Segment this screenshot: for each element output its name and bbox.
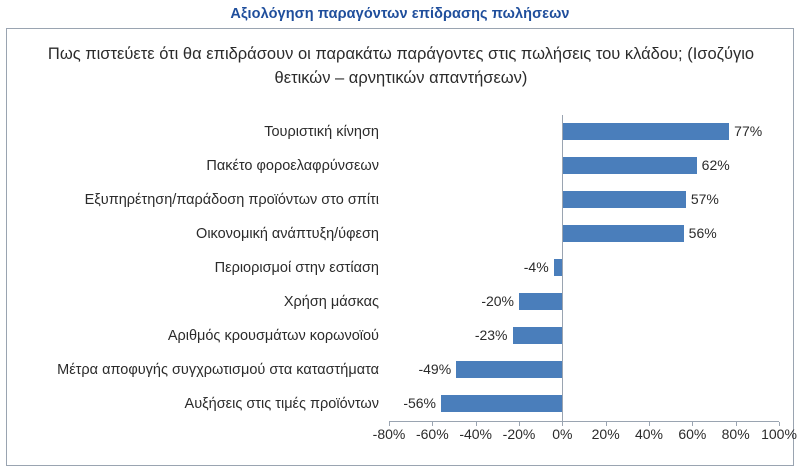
- bar-value-label: -4%: [523, 259, 549, 275]
- bar-value-label: 62%: [701, 157, 730, 173]
- bar: [562, 225, 683, 242]
- category-label: Χρήση μάσκας: [283, 294, 379, 310]
- table-row: [7, 285, 793, 319]
- table-row: [7, 251, 793, 285]
- chart-frame: [6, 28, 797, 466]
- x-tick-label: -20%: [502, 426, 536, 442]
- zero-axis-line: [562, 115, 563, 421]
- x-tick-label: 60%: [678, 426, 707, 442]
- category-label: Οικονομική ανάπτυξη/ύφεση: [196, 226, 379, 242]
- bar: [513, 327, 563, 344]
- bar-rows: [7, 115, 793, 421]
- x-tick-label: 40%: [634, 426, 664, 442]
- bar-value-label: -56%: [403, 395, 436, 411]
- plot-area: [7, 115, 797, 465]
- bar-track: [389, 217, 779, 251]
- bar-value-label: -20%: [481, 293, 514, 309]
- chart-title: Πως πιστεύετε ότι θα επιδράσουν οι παρακάτω παράγοντες στις πωλήσεις του κλάδου; (Ισοζύγιο θετικών – αρνητικών απαντήσεων): [47, 45, 755, 87]
- table-row: [7, 149, 793, 183]
- bar: [562, 191, 686, 208]
- category-label: Πακέτο φοροελαφρύνσεων: [206, 158, 379, 174]
- bar: [441, 395, 562, 412]
- bar-value-label: 77%: [734, 123, 763, 139]
- table-row: [7, 217, 793, 251]
- bar-track: [389, 251, 779, 285]
- bar: [519, 293, 562, 310]
- bar-track: [389, 149, 779, 183]
- table-row: [7, 387, 793, 421]
- category-label: Αριθμός κρουσμάτων κορωνοϊού: [167, 328, 379, 344]
- bar-track: [389, 387, 779, 421]
- bar-track: [389, 183, 779, 217]
- x-tick-label: 0%: [552, 426, 573, 442]
- category-label: Τουριστική κίνηση: [264, 124, 379, 140]
- category-label: Μέτρα αποφυγής συγχρωτισμού στα καταστήματα: [57, 362, 379, 378]
- bar: [554, 259, 563, 276]
- category-label: Αυξήσεις στις τιμές προϊόντων: [184, 396, 379, 412]
- bar: [456, 361, 562, 378]
- table-row: [7, 319, 793, 353]
- page-title: Αξιολόγηση παραγόντων επίδρασης πωλήσεων: [230, 6, 570, 22]
- bar-value-label: 57%: [690, 191, 719, 207]
- bar-track: [389, 115, 779, 149]
- bar-track: [389, 353, 779, 387]
- bar-value-label: -49%: [418, 361, 452, 377]
- x-tick-label: 80%: [721, 426, 750, 442]
- bar-value-label: -23%: [474, 327, 508, 343]
- table-row: [7, 115, 793, 149]
- category-label: Εξυπηρέτηση/παράδοση προϊόντων στο σπίτι: [84, 192, 379, 208]
- bar-track: [389, 319, 779, 353]
- table-row: [7, 183, 793, 217]
- x-tick-label: 100%: [761, 426, 797, 442]
- x-tick-label: -80%: [372, 426, 406, 442]
- table-row: [7, 353, 793, 387]
- bar-track: [389, 285, 779, 319]
- x-tick-label: 20%: [591, 426, 620, 442]
- bar: [562, 157, 696, 174]
- x-tick-label: -60%: [415, 426, 449, 442]
- category-label: Περιορισμοί στην εστίαση: [214, 260, 379, 276]
- x-axis-ticks: [372, 422, 797, 442]
- bar-value-label: 56%: [688, 225, 717, 241]
- x-tick-label: -40%: [459, 426, 492, 442]
- bar: [562, 123, 729, 140]
